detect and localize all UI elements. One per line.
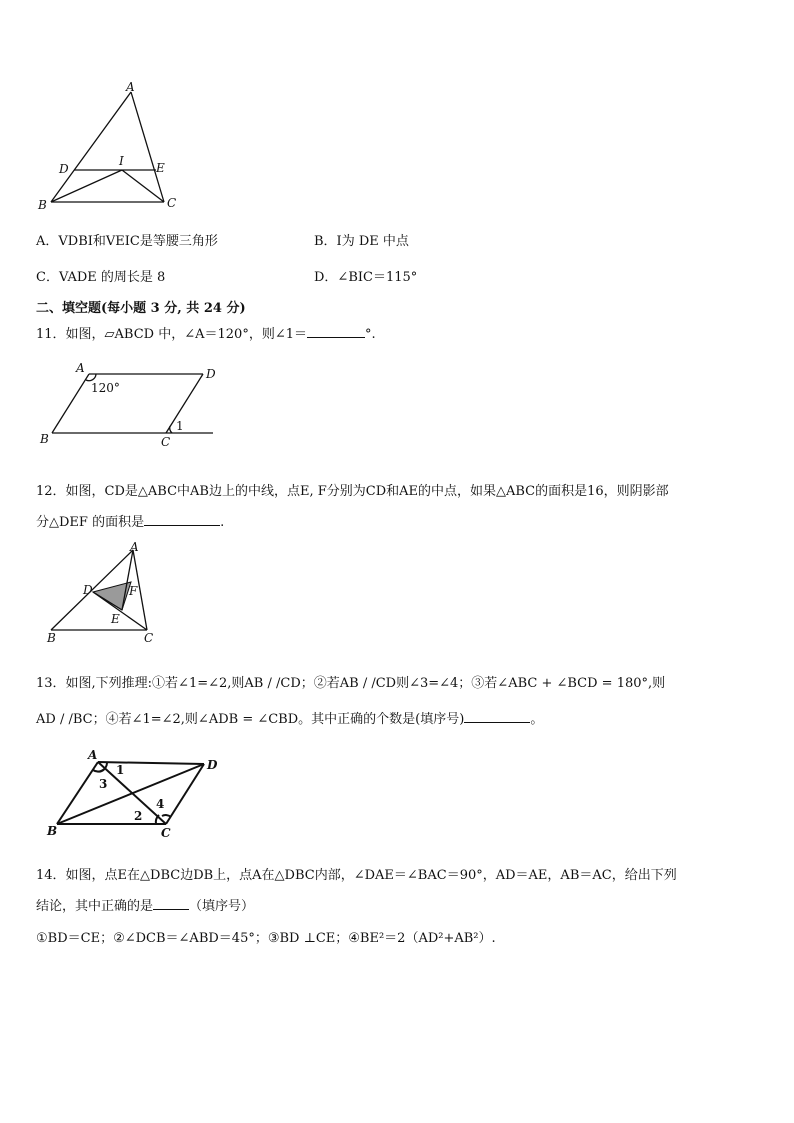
label-e: E [156,161,165,175]
side-cd [166,764,204,824]
option-d: D．∠BIC＝115° [314,270,418,285]
label-b: B [40,432,49,446]
q13-line2-post: 。 [530,712,544,727]
figure-triangle-incenter [30,78,190,218]
side-ad [98,762,204,764]
q14-line3: ①BD＝CE；②∠DCB＝∠ABD＝45°；③BD ⊥CE；④BE²＝2（AD²+AB²）. [36,931,496,946]
diagonal-bd [57,764,204,824]
label-a: A [88,748,98,762]
option-b: B．I为 DE 中点 [314,234,409,249]
label-a: A [76,361,85,375]
q11-text-post: °. [364,327,376,342]
side-ab [52,374,89,433]
label-d: D [83,583,93,597]
label-i: I [119,154,124,168]
label-d: D [207,758,218,772]
label-d: D [59,162,69,176]
label-c: C [161,435,171,449]
label-c: C [167,196,177,210]
q13-line1: 13．如图,下列推理:①若∠1=∠2,则AB / /CD；②若AB / /CD则∠3=∠4；③若∠ABC + ∠BCD = 180°,则 [36,676,666,691]
q11-text [36,323,376,342]
figure-triangle-median [40,538,170,648]
figure-quadrilateral [44,744,234,844]
label-b: B [47,631,56,645]
q13-answer-blank[interactable] [464,710,530,723]
angle-label-1: 1 [116,763,125,777]
angle-label-120: 120° [91,381,120,395]
label-c: C [161,826,171,840]
q11-answer-blank[interactable] [307,325,365,338]
q14-line1: 14．如图，点E在△DBC边DB上，点A在△DBC内部，∠DAE＝∠BAC＝90°，AD＝AE，AB＝AC，给出下列 [36,868,677,883]
q11-text-pre: 11．如图，▱ABCD 中，∠A＝120°，则∠1＝ [36,327,307,342]
q14-line2-pre: 结论，其中正确的是 [36,899,154,914]
q13-line2-pre: AD / /BC；④若∠1=∠2,则∠ADB = ∠CBD。其中正确的个数是(填序号) [36,712,465,727]
angle-1-arc [170,426,172,433]
angle-label-4: 4 [156,797,165,811]
side-ab [51,92,131,202]
q12-line2-pre: 分△DEF 的面积是 [36,515,145,530]
option-c: C．VADE 的周长是 8 [36,270,166,285]
q12-line2 [36,511,224,530]
side-cd [166,374,203,433]
label-e: E [111,612,120,626]
label-b: B [38,198,47,212]
angle-label-3: 3 [99,777,108,791]
angle-label-1: 1 [176,419,184,433]
side-ac [131,92,164,202]
q12-answer-blank[interactable] [144,513,220,526]
option-a: A．VDBI和VEIC是等腰三角形 [36,234,218,249]
label-a: A [126,80,135,94]
q13-line2 [36,708,543,727]
label-d: D [206,367,216,381]
label-c: C [144,631,154,645]
label-b: B [47,824,58,838]
diagonal-ac [98,762,166,824]
q14-answer-blank[interactable] [153,897,189,910]
section-heading: 二、填空题(每小题 3 分, 共 24 分) [36,301,246,316]
label-f: F [129,584,138,598]
q12-line2-post: . [220,515,225,530]
q14-line2-post: （填序号） [189,899,255,914]
figure-parallelogram [36,360,226,452]
q14-line2 [36,895,254,914]
label-a: A [130,540,139,554]
q12-line1: 12．如图，CD是△ABC中AB边上的中线，点E, F分别为CD和AE的中点，如果△ABC的面积是16，则阴影部 [36,484,669,499]
angle-label-2: 2 [134,809,143,823]
